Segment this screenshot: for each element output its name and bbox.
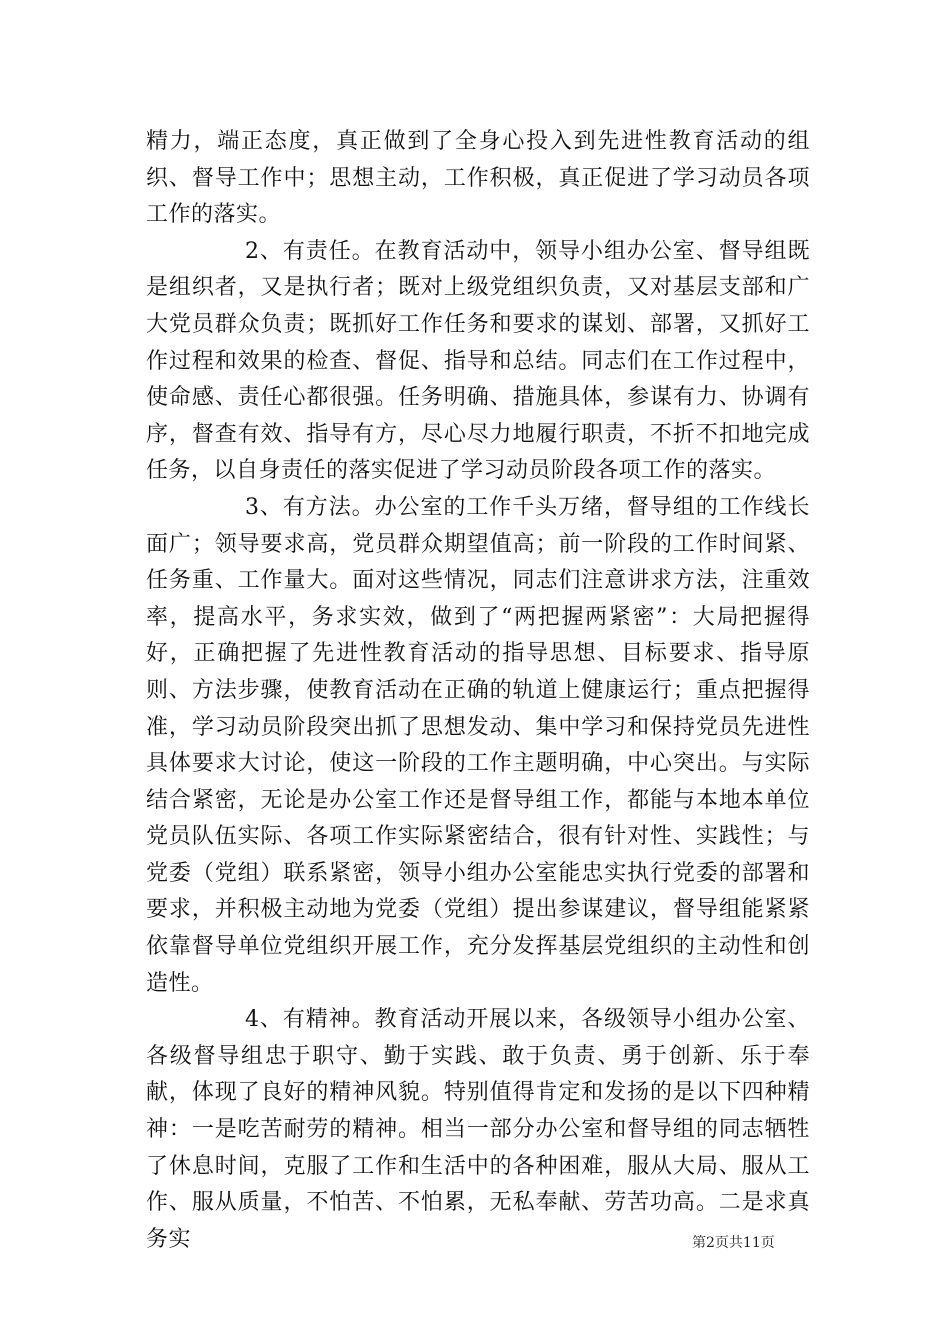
page-number-footer: 第2页共11页 xyxy=(692,1235,775,1251)
paragraph-method: 3、有方法。办公室的工作千头万绪，督导组的工作线长面广；领导要求高，党员群众期望值高；前一阶段的工作时间紧、任务重、工作量大。面对这些情况，同志们注意讲求方法，注重效率，提高水平，务求实效，做到了“两把握两紧密”：大局把握得好，正确把握了先进性教育活动的指导思想、目标要求、指导原则、方法步骤，使教育活动在正确的轨道上健康运行；重点把握得准，学习动员阶段突出抓了思想发动、集中学习和保持党员先进性具体要求大讨论，使这一阶段的工作主题明确，中心突出。与实际结合紧密，无论是办公室工作还是督导组工作，都能与本地本单位党员队伍实际、各项工作实际紧密结合，很有针对性、实践性；与党委（党组）联系紧密，领导小组办公室能忠实执行党委的部署和要求，并积极主动地为党委（党组）提出参谋建议，督导组能紧紧依靠督导单位党组织开展工作，充分发挥基层党组织的主动性和创造性。 xyxy=(146,494,810,996)
body-text xyxy=(146,124,810,1258)
paragraph-continuation: 精力，端正态度，真正做到了全身心投入到先进性教育活动的组织、督导工作中；思想主动，工作积极，真正促进了学习动员各项工作的落实。 xyxy=(146,129,810,228)
paragraph-responsibility: 2、有责任。在教育活动中，领导小组办公室、督导组既是组织者，又是执行者；既对上级党组织负责，又对基层支部和广大党员群众负责；既抓好工作任务和要求的谋划、部署，又抓好工作过程和效果的检查、督促、指导和总结。同志们在工作过程中，使命感、责任心都很强。任务明确、措施具体，参谋有力、协调有序，督查有效、指导有方，尽心尽力地履行职责，不折不扣地完成任务，以自身责任的落实促进了学习动员阶段各项工作的落实。 xyxy=(146,238,810,484)
paragraph-spirit: 4、有精神。教育活动开展以来，各级领导小组办公室、各级督导组忠于职守、勤于实践、敢于负责、勇于创新、乐于奉献，体现了良好的精神风貌。特别值得肯定和发扬的是以下四种精神：一是吃苦耐劳的精神。相当一部分办公室和督导组的同志牺牲了休息时间，克服了工作和生活中的各种困难，服从大局、服从工作、服从质量，不怕苦、不怕累，无私奉献、劳苦功高。二是求真务实 xyxy=(146,1007,810,1252)
